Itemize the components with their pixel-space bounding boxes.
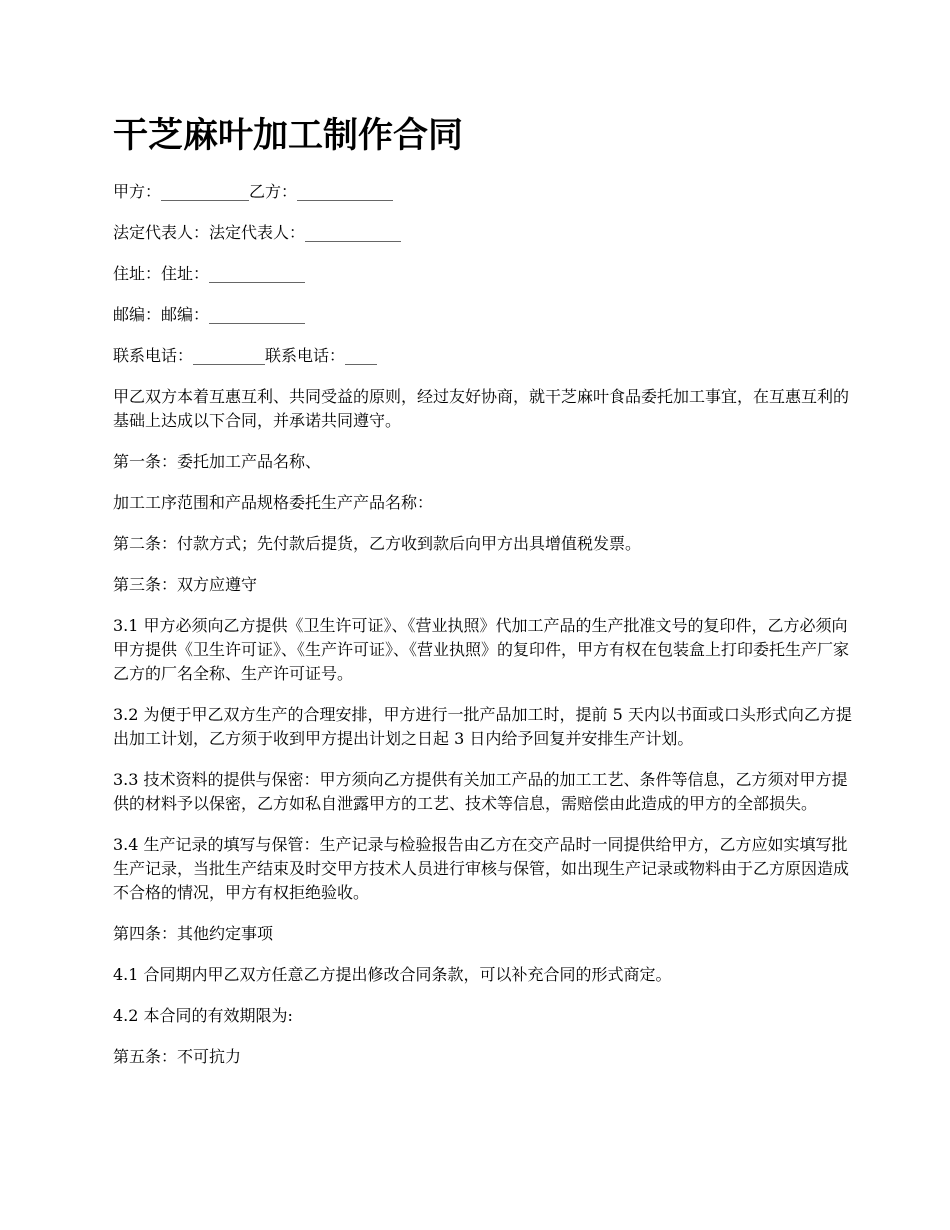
- clause-4-2: 4.2 本合同的有效期限为:: [113, 1006, 293, 1025]
- clause-4-1: 4.1 合同期内甲乙双方任意乙方提出修改合同条款，可以补充合同的形式商定。: [113, 965, 672, 984]
- clause-3-3: 3.3 技术资料的提供与保密：甲方须向乙方提供有关加工产品的加工工艺、条件等信息，乙方须对甲方提供的材料予以保密，乙方如私自泄露甲方的工艺、技术等信息，需赔偿由此造成的甲方的全部损失。: [113, 770, 848, 813]
- clause-3-2: 3.2 为便于甲乙双方生产的合理安排，甲方进行一批产品加工时，提前 5 天内以书面或口头形式向乙方提出加工计划，乙方须于收到甲方提出计划之日起 3 日内给予回复并安排生产计划。: [113, 705, 852, 748]
- preamble-paragraph: 甲乙双方本着互惠互利、共同受益的原则，经过友好协商，就干芝麻叶食品委托加工事宜，在互惠互利的基础上达成以下合同，并承诺共同遵守。: [113, 387, 850, 430]
- article-5-heading: 第五条：不可抗力: [113, 1047, 242, 1066]
- article-2-text: 第二条：付款方式；先付款后提货，乙方收到款后向甲方出具增值税发票。: [113, 534, 642, 553]
- legal-representative-line: 法定代表人：法定代表人：____________: [113, 223, 402, 242]
- article-3-heading: 第三条：双方应遵守: [113, 575, 258, 594]
- address-line: 住址：住址：____________: [113, 264, 306, 283]
- clause-3-4: 3.4 生产记录的填写与保管：生产记录与检验报告由乙方在交产品时一同提供给甲方，乙方应如实填写批生产记录，当批生产结束及时交甲方技术人员进行审核与保管，如出现生产记录或物料由于乙方原因造成不合格的情况，甲方有权拒绝验收。: [113, 835, 850, 902]
- document-body: [113, 180, 858, 1086]
- article-4-heading: 第四条：其他约定事项: [113, 924, 274, 943]
- article-1-heading: 第一条：委托加工产品名称、: [113, 452, 322, 471]
- article-1-text: 加工工序范围和产品规格委托生产产品名称：: [113, 493, 434, 512]
- document-title: 干芝麻叶加工制作合同: [113, 116, 464, 156]
- party-line: 甲方：___________乙方：____________: [113, 182, 394, 201]
- phone-line: 联系电话：_________联系电话：____: [113, 346, 378, 365]
- postcode-line: 邮编：邮编：____________: [113, 305, 306, 324]
- clause-3-1: 3.1 甲方必须向乙方提供《卫生许可证》、《营业执照》代加工产品的生产批准文号的复印件，乙方必须向甲方提供《卫生许可证》、《生产许可证》、《营业执照》的复印件，甲方有权在包装盒上打印委托生产厂家乙方的厂名全称、生产许可证号。: [113, 616, 850, 683]
